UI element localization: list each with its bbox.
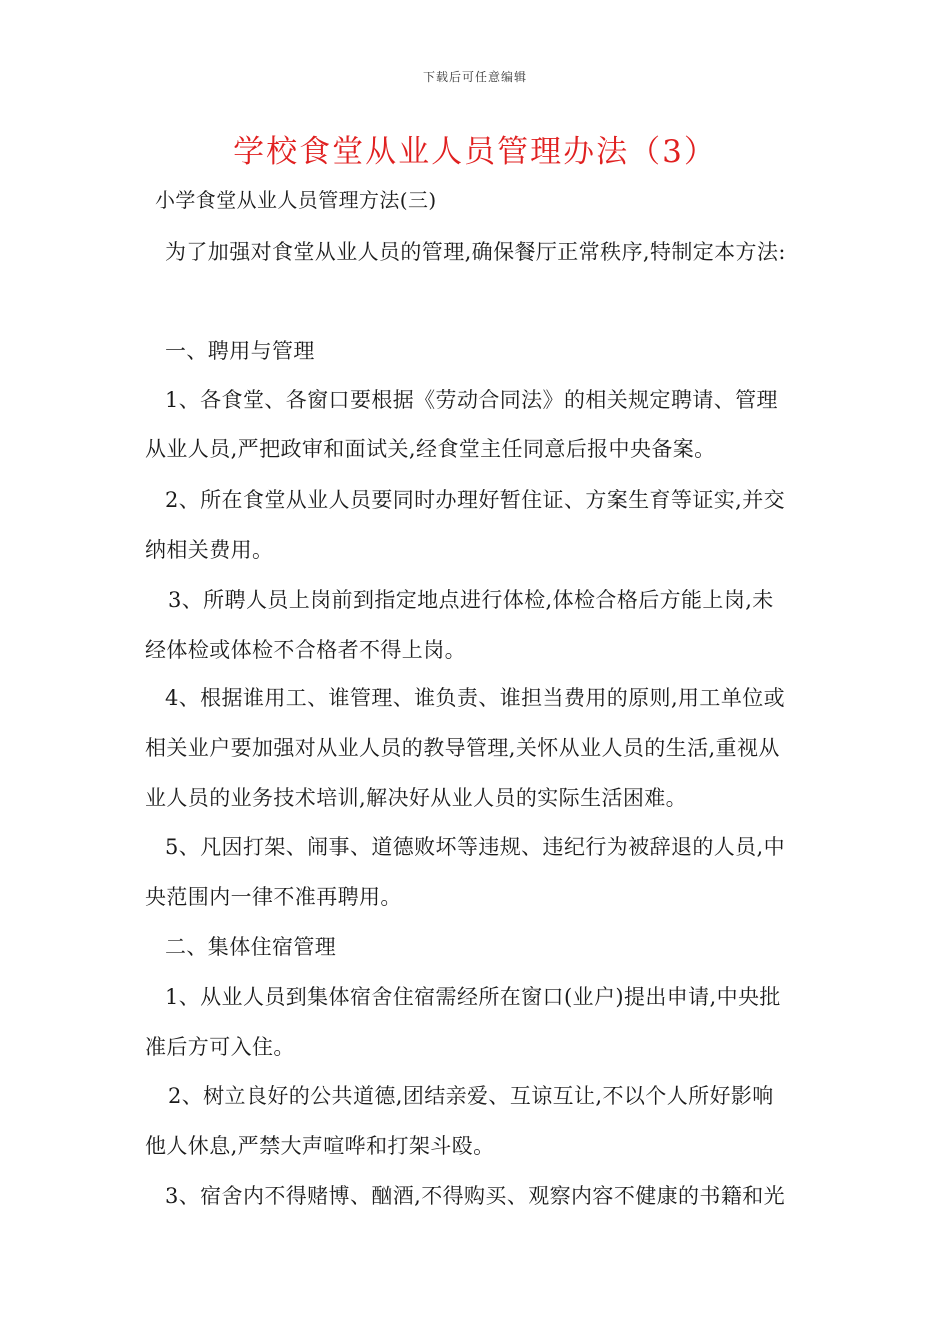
- paragraph-line: 他人休息,严禁大声喧哗和打架斗殴。: [145, 1134, 495, 1158]
- paragraph-line: 纳相关费用。: [145, 538, 274, 562]
- paragraph-line: 准后方可入住。: [145, 1035, 295, 1059]
- paragraph-line: 1、从业人员到集体宿舍住宿需经所在窗口(业户)提出申请,中央批: [165, 985, 781, 1009]
- paragraph-line: 3、宿舍内不得赌博、酗酒,不得购买、观察内容不健康的书籍和光: [165, 1184, 786, 1208]
- intro-paragraph: 为了加强对食堂从业人员的管理,确保餐厅正常秩序,特制定本方法:: [165, 240, 786, 264]
- paragraph-line: 从业人员,严把政审和面试关,经食堂主任同意后报中央备案。: [145, 437, 716, 461]
- document-title: 学校食堂从业人员管理办法（3）: [233, 134, 717, 170]
- section-heading-1: 一、聘用与管理: [165, 339, 315, 363]
- paragraph-line: 相关业户要加强对从业人员的教导管理,关怀从业人员的生活,重视从: [145, 736, 780, 760]
- paragraph-line: 业人员的业务技术培训,解决好从业人员的实际生活困难。: [145, 786, 688, 810]
- paragraph-line: 央范围内一律不准再聘用。: [145, 885, 402, 909]
- paragraph-line: 1、各食堂、各窗口要根据《劳动合同法》的相关规定聘请、管理: [165, 388, 778, 412]
- paragraph-line: 2、所在食堂从业人员要同时办理好暂住证、方案生育等证实,并交: [165, 488, 786, 512]
- document-subtitle: 小学食堂从业人员管理方法(三): [155, 188, 437, 212]
- section-heading-2: 二、集体住宿管理: [165, 935, 337, 959]
- header-note: 下载后可任意编辑: [422, 70, 527, 84]
- paragraph-line: 5、凡因打架、闹事、道德败坏等违规、违纪行为被辞退的人员,中: [165, 835, 786, 859]
- paragraph-line: 经体检或体检不合格者不得上岗。: [145, 638, 466, 662]
- paragraph-line: 3、所聘人员上岗前到指定地点进行体检,体检合格后方能上岗,未: [168, 588, 774, 612]
- paragraph-line: 2、树立良好的公共道德,团结亲爱、互谅互让,不以个人所好影响: [168, 1084, 774, 1108]
- paragraph-line: 4、根据谁用工、谁管理、谁负责、谁担当费用的原则,用工单位或: [165, 686, 786, 710]
